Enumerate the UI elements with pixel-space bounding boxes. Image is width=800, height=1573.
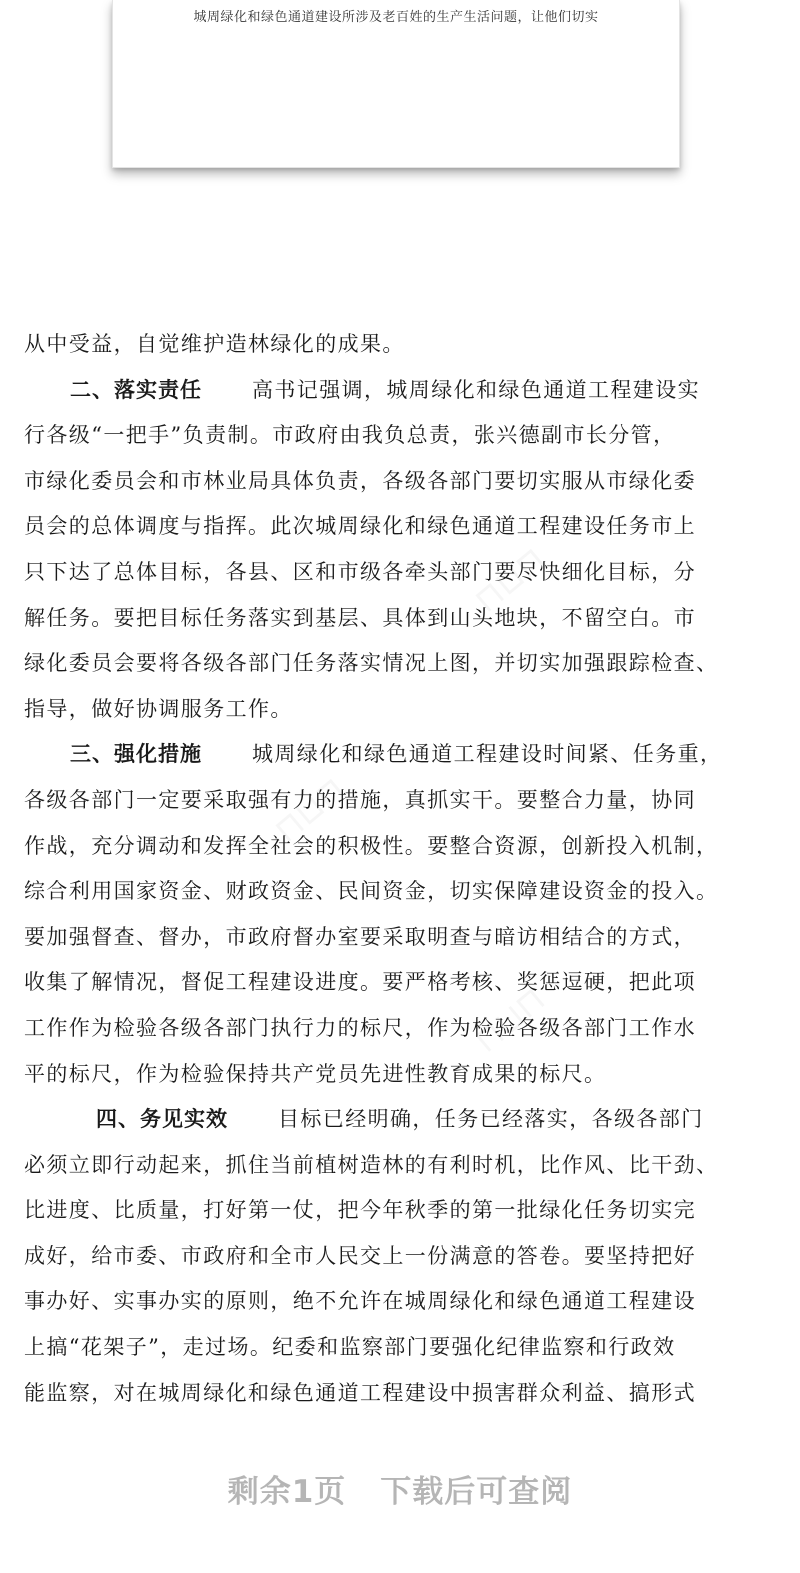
section-intro-text: 高书记强调，城周绿化和绿色通道工程建设实: [252, 377, 700, 402]
section-heading-line: [24, 368, 786, 414]
watermark-decoration: ⊓⊔⊓: [466, 539, 554, 621]
previous-page-last-line: 城周绿化和绿色通道建设所涉及老百姓的生产生活问题，让他们切实: [193, 10, 599, 25]
paragraph-line: 市绿化委员会和市林业局具体负责，各级各部门要切实服从市绿化委: [24, 468, 696, 493]
section-intro-text: 目标已经明确，任务已经落实，各级各部门: [278, 1107, 704, 1132]
paragraph-line: 从中受益，自觉维护造林绿化的成果。: [24, 332, 405, 356]
paragraph-line: 要加强督查、督办，市政府督办室要采取明查与暗访相结合的方式，: [24, 924, 696, 949]
paragraph-line: 行各级“一把手”负责制。市政府由我负总责，张兴德副市长分管，: [24, 423, 676, 448]
section-heading: 三、强化措施: [70, 742, 202, 767]
previous-page-preview: [112, 0, 680, 168]
document-body: [24, 322, 786, 1416]
remaining-pages-count: 剩余1页: [227, 1474, 347, 1510]
section-heading-line: [24, 1097, 786, 1143]
section-heading: 四、务见实效: [96, 1107, 228, 1132]
paragraph-line: 事办好、实事办实的原则，绝不允许在城周绿化和绿色通道工程建设: [24, 1289, 696, 1314]
paragraph-line: 能监察，对在城周绿化和绿色通道工程建设中损害群众利益、搞形式: [24, 1380, 696, 1405]
paragraph-line: 比进度、比质量，打好第一仗，把今年秋季的第一批绿化任务切实完: [24, 1198, 696, 1223]
paragraph-line: 解任务。要把目标任务落实到基层、具体到山头地块，不留空白。市: [24, 605, 696, 630]
watermark-decoration: ⊓⊔⊓: [266, 769, 354, 851]
download-to-view-link[interactable]: 下载后可查阅: [380, 1474, 573, 1510]
paragraph-line: 综合利用国家资金、财政资金、民间资金，切实保障建设资金的投入。: [24, 879, 719, 904]
paragraph-line: 平的标尺，作为检验保持共产党员先进性教育成果的标尺。: [24, 1061, 607, 1086]
paragraph-line: 上搞“花架子”，走过场。纪委和监察部门要强化纪律监察和行政效: [24, 1335, 676, 1360]
paragraph-line: 收集了解情况，督促工程建设进度。要严格考核、奖惩逗硬，把此项: [24, 970, 696, 995]
remaining-pages-notice[interactable]: [0, 1466, 800, 1511]
section-heading: 二、落实责任: [70, 377, 202, 402]
paragraph-line: 只下达了总体目标，各县、区和市级各牵头部门要尽快细化目标，分: [24, 559, 696, 584]
paragraph-line: 成好，给市委、市政府和全市人民交上一份满意的答卷。要坚持把好: [24, 1243, 696, 1268]
paragraph-line: 指导，做好协调服务工作。: [24, 696, 293, 721]
paragraph-line: 绿化委员会要将各级各部门任务落实情况上图，并切实加强跟踪检查、: [24, 651, 719, 676]
section-heading-line: [24, 732, 786, 778]
section-intro-text: 城周绿化和绿色通道工程建设时间紧、任务重，: [252, 742, 723, 767]
watermark-decoration: ⊓⊔⊓: [466, 979, 554, 1061]
paragraph-line: 作战，充分调动和发挥全社会的积极性。要整合资源，创新投入机制，: [24, 833, 719, 858]
paragraph-line: 各级各部门一定要采取强有力的措施，真抓实干。要整合力量，协同: [24, 787, 696, 812]
paragraph-line: 员会的总体调度与指挥。此次城周绿化和绿色通道工程建设任务市上: [24, 514, 696, 539]
paragraph-line: 工作作为检验各级各部门执行力的标尺，作为检验各级各部门工作水: [24, 1015, 696, 1040]
paragraph-line: 必须立即行动起来，抓住当前植树造林的有利时机，比作风、比干劲、: [24, 1152, 719, 1177]
